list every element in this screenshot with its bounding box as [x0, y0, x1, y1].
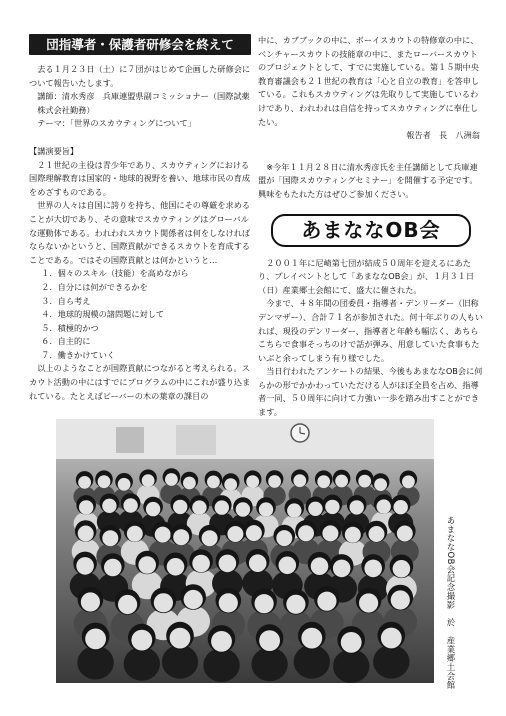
group-photo — [56, 419, 434, 683]
ob-title-box — [271, 214, 471, 247]
list-item: １．個々のスキル（技能）を高めながら — [41, 268, 189, 279]
lecture-paragraph-1: ２１世紀の主役は青少年であり、スカウティングにおける国際理解教育は国家的・地球的視野を養い、地球市民の育成をめざすものである。 — [29, 159, 251, 197]
lecturer-line: 講師：清水秀彦 兵庫連盟県副コミッショナー（国際試薬株式会社勤務） — [37, 91, 250, 115]
continued-paragraph: 中に、カブブックの中に、ボーイスカウトの特修章の中に、ベンチャースカウトの技能章の中に、またローバースカウトのプロジェクトとして、すでに実施している。第１５期中央教育審議会も２１世紀の教育は「心と自立の教育」を答申している。これもスカウティングは先取りして実施しているわけであり、われわれは自信を持ってスカウティングに奉仕したい。 — [258, 35, 480, 127]
list-item: ２．自分には何ができるかを — [41, 281, 148, 292]
list-item: ７．働きかけていく — [41, 349, 115, 360]
left-column — [29, 34, 251, 403]
lecture-paragraph-3: 以上のようなことが国際貢献につながると考えられる。スカウト活動の中にはすでにプログラムの中にこれが盛り込まれている。たとえばビーバーの木の葉章の課目の — [29, 363, 251, 401]
intro-paragraph: 去る１月２３日（土）に７団がはじめて企画した研修会について報告いたします。 — [29, 64, 251, 88]
ob-paragraph-2: 今まで、４８年間の団委員・指導者・デンリーダー（旧称デンマザー）、合計７１名が参加された。何十年ぶりの人もいれば、現役のデンリーダー、指導者と年齢も幅広く、あちらこちらで食事そっちのけで話が弾み、用意していた食事もたいぶと余ってしまう有り様でした。 — [258, 298, 483, 363]
group-photo-image — [56, 419, 434, 683]
list-item: ６．自主的に — [41, 336, 91, 347]
section-heading: 【講演要旨】 — [29, 145, 79, 156]
right-column — [258, 34, 484, 420]
contribution-list — [29, 267, 251, 362]
theme-line: テーマ：「世界のスカウティングについて」 — [37, 118, 196, 129]
ob-paragraph-1: ２００１年に尼崎第七団が結成５０周年を迎えるにあたり、プレイベントとして「あまななOB会」が、１月３１日（日）産業郷土会館にて、盛大に催された。 — [258, 257, 475, 295]
list-item: ５．積極的かつ — [41, 322, 99, 333]
photo-caption: あまななOB会記念撮影 於 産業郷土会館 — [446, 516, 456, 690]
lecture-paragraph-2: 世界の人々は自国に誇りを持ち、他国にその尊厳を求めることが大切であり、その意味でスカウティングはグローバルな運動体である。われわれスカウト関係者は何をしなければならないかというと、国際貢献ができるスカウトを育成することである。ではその国際貢献とは何かというと… — [29, 200, 251, 265]
list-item: ３．自ら考え — [41, 295, 91, 306]
ob-title: あまななOB会 — [271, 214, 471, 247]
ob-paragraph-3: 当日行われたアンケートの結果、今後もあまななOB会に何らかの形でかかわっていただける人がほぼ全員を占め、指導者一同、５０周年に向けて力強い一歩を踏み出すことができます。 — [258, 366, 483, 418]
list-item: ４．地球的規模の諸問題に対して — [41, 309, 165, 320]
reporter-signature: 報告者 長 八洲翁 — [406, 130, 480, 141]
seminar-notice: ※今年１１月２８日に清水秀彦氏を主任講師として兵庫連盟が「国際スカウティングセミナー」を開催する予定です。興味をもたれた方はぜひご参加ください。 — [258, 161, 478, 199]
article-title: 団指導者・保護者研修会を終えて — [29, 34, 251, 55]
